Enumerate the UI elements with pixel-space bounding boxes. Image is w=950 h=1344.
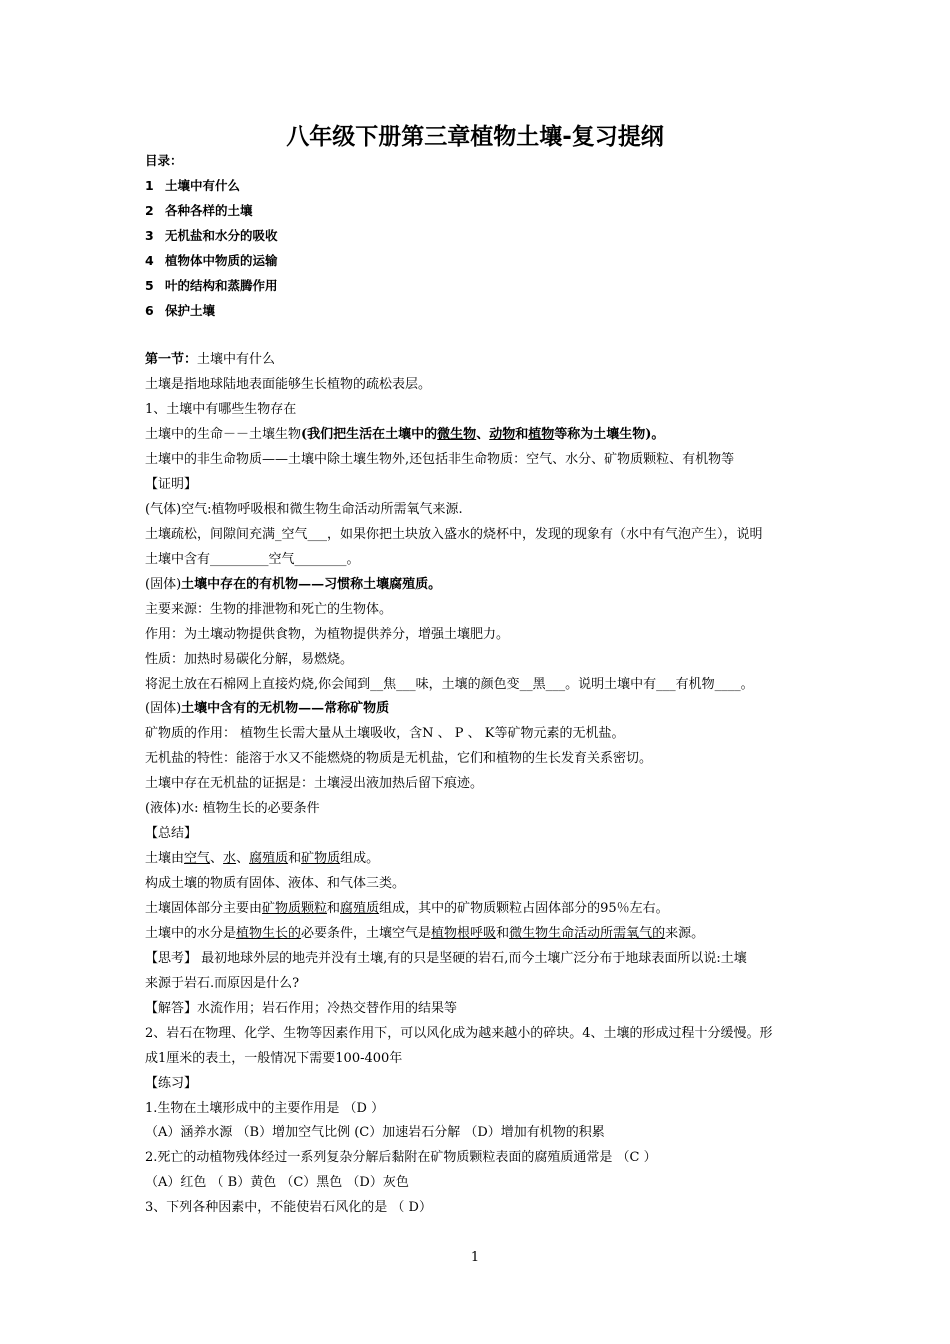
- paragraph-source: 主要来源：生物的排泄物和死亡的生物体。: [145, 602, 393, 617]
- toc-item-label: 无机盐和水分的吸收: [165, 228, 278, 243]
- text-run: 、: [476, 427, 490, 442]
- paragraph-water: (液体)水: 植物生长的必要条件: [145, 801, 320, 816]
- text-run: 空气: [184, 851, 211, 866]
- text-run: 和: [496, 926, 510, 941]
- text-run: 土壤由: [145, 851, 185, 866]
- toc-item-label: 植物体中物质的运输: [165, 253, 278, 268]
- toc-item: [145, 302, 215, 320]
- toc-item-label: 叶的结构和蒸腾作用: [165, 278, 278, 293]
- paragraph-gas-experiment: 土壤疏松，间隙间充满_空气___，如果你把土块放入盛水的烧杯中，发现的现象有（水中有气泡产生），说明: [145, 527, 763, 542]
- toc-item-label: 各种各样的土壤: [165, 203, 253, 218]
- paragraph-weathering: 成1厘米的表土，一般情况下需要100-400年: [145, 1051, 403, 1066]
- label-practice: 【练习】: [145, 1076, 198, 1091]
- paragraph-nonlife: 土壤中的非生命物质——土壤中除土壤生物外,还包括非生命物质：空气、水分、矿物质颗粒、有机物等: [145, 452, 735, 467]
- toc-item: [145, 277, 278, 295]
- toc-item-label: 土壤中有什么: [165, 178, 241, 193]
- paragraph-mineral-role: 矿物质的作用： 植物生长需大量从土壤吸收，含N 、 P 、 K等矿物元素的无机盐。: [145, 726, 625, 741]
- text-run: 水: [223, 851, 237, 866]
- toc-item-number: 6: [145, 303, 154, 318]
- text-run: 微生物生命活动所需氧气的: [509, 926, 666, 941]
- text-run: 和: [288, 851, 302, 866]
- toc-item-number: 1: [145, 178, 154, 193]
- paragraph-think: 【思考】 最初地球外层的地壳并没有土壤,有的只是坚硬的岩石,而今土壤广泛分布于地球表面所以说:土壤: [145, 951, 747, 966]
- text-run: 土壤固体部分主要由: [145, 901, 263, 916]
- page-number: 1: [470, 1250, 480, 1265]
- paragraph-think: 来源于岩石.而原因是什么?: [145, 976, 300, 991]
- toc-item-label: 保护土壤: [165, 303, 216, 318]
- text-run: (固体): [145, 577, 182, 592]
- paragraph-three-types: 构成土壤的物质有固体、液体、和气体三类。: [145, 876, 406, 891]
- text-run: 土壤中的水分是: [145, 926, 237, 941]
- text-run: 微生物: [437, 427, 477, 442]
- text-run: 和: [515, 427, 529, 442]
- text-run: 土壤中的生命－－土壤生物: [145, 427, 302, 442]
- section-heading-label: 第一节：: [145, 352, 198, 367]
- paragraph-organic: [145, 576, 441, 594]
- paragraph-composition: [145, 850, 379, 868]
- label-summary: 【总结】: [145, 826, 198, 841]
- text-run: 、: [236, 851, 250, 866]
- exercise-options: （A）涵养水源 （B）增加空气比例 (C）加速岩石分解 （D）增加有机物的积累: [145, 1125, 605, 1140]
- text-run: 矿物质: [301, 851, 341, 866]
- toc-item-number: 3: [145, 228, 154, 243]
- toc-item-number: 5: [145, 278, 154, 293]
- paragraph-gas: (气体)空气:植物呼吸根和微生物生命活动所需氧气来源.: [145, 502, 463, 517]
- text-run: 和: [327, 901, 341, 916]
- paragraph-effect: 作用：为土壤动物提供食物，为植物提供养分，增强土壤肥力。: [145, 627, 510, 642]
- document-title: 八年级下册第三章植物土壤-复习提纲: [286, 124, 664, 150]
- text-run: 植物生长的: [236, 926, 302, 941]
- paragraph-definition: 土壤是指地球陆地表面能够生长植物的疏松表层。: [145, 377, 432, 392]
- paragraph-water-air: [145, 925, 704, 943]
- paragraph-solid-part: [145, 900, 669, 918]
- toc-item: [145, 252, 278, 270]
- text-run: (固体): [145, 701, 182, 716]
- paragraph-soil-life: [145, 426, 664, 444]
- paragraph-answer: 【解答】水流作用；岩石作用；冷热交替作用的结果等: [145, 1001, 458, 1016]
- exercise-question: 1.生物在土壤形成中的主要作用是 （D ）: [145, 1101, 385, 1116]
- text-run: 、: [210, 851, 224, 866]
- toc-item: [145, 227, 278, 245]
- text-run: 植物根呼吸: [431, 926, 497, 941]
- text-run: 组成，其中的矿物质颗粒占固体部分的95％左右。: [379, 901, 669, 916]
- paragraph-burn-experiment: 将泥土放在石棉网上直接灼烧,你会闻到__焦___味，土壤的颜色变__黑___。说明土壤中有___有机物____。: [145, 677, 754, 692]
- text-run: 矿物质颗粒: [262, 901, 328, 916]
- text-run: (我们把生活在土壤中的: [301, 427, 438, 442]
- toc-heading: 目录：: [145, 153, 183, 168]
- exercise-question: 3、下列各种因素中，不能使岩石风化的是 （ D）: [145, 1200, 432, 1215]
- paragraph-weathering: 2、岩石在物理、化学、生物等因素作用下，可以风化成为越来越小的碎块。4、土壤的形成过程十分缓慢。形: [145, 1026, 773, 1041]
- section-heading-text: 土壤中有什么: [197, 352, 276, 367]
- section-heading: [145, 351, 275, 369]
- exercise-question: 2.死亡的动植物残体经过一系列复杂分解后黏附在矿物质颗粒表面的腐殖质通常是 （C ）: [145, 1150, 657, 1165]
- text-run: 等称为土壤生物)。: [554, 427, 665, 442]
- paragraph-gas-experiment: 土壤中含有_________空气________。: [145, 552, 360, 567]
- text-run: 腐殖质: [340, 901, 380, 916]
- label-proof: 【证明】: [145, 477, 198, 492]
- toc-item-number: 2: [145, 203, 154, 218]
- text-run: 腐殖质: [249, 851, 289, 866]
- toc-item: [145, 202, 253, 220]
- text-run: 组成。: [340, 851, 380, 866]
- text-run: 植物: [528, 427, 555, 442]
- question-heading: 1、土壤中有哪些生物存在: [145, 402, 297, 417]
- text-run: 土壤中存在的有机物——习惯称土壤腐殖质。: [181, 577, 442, 592]
- toc-item: [145, 177, 240, 195]
- paragraph-inorganic: [145, 700, 389, 718]
- exercise-options: （A）红色 （ B）黄色 （C）黑色 （D）灰色: [145, 1175, 409, 1190]
- text-run: 动物: [489, 427, 516, 442]
- toc-item-number: 4: [145, 253, 154, 268]
- paragraph-salt-evidence: 土壤中存在无机盐的证据是：土壤浸出液加热后留下痕迹。: [145, 776, 484, 791]
- text-run: 土壤中含有的无机物——常称矿物质: [181, 701, 390, 716]
- paragraph-salt-property: 无机盐的特性：能溶于水又不能燃烧的物质是无机盐，它们和植物的生长发育关系密切。: [145, 751, 653, 766]
- text-run: 必要条件，土壤空气是: [301, 926, 432, 941]
- text-run: 来源。: [665, 926, 705, 941]
- paragraph-property: 性质：加热时易碳化分解，易燃烧。: [145, 652, 354, 667]
